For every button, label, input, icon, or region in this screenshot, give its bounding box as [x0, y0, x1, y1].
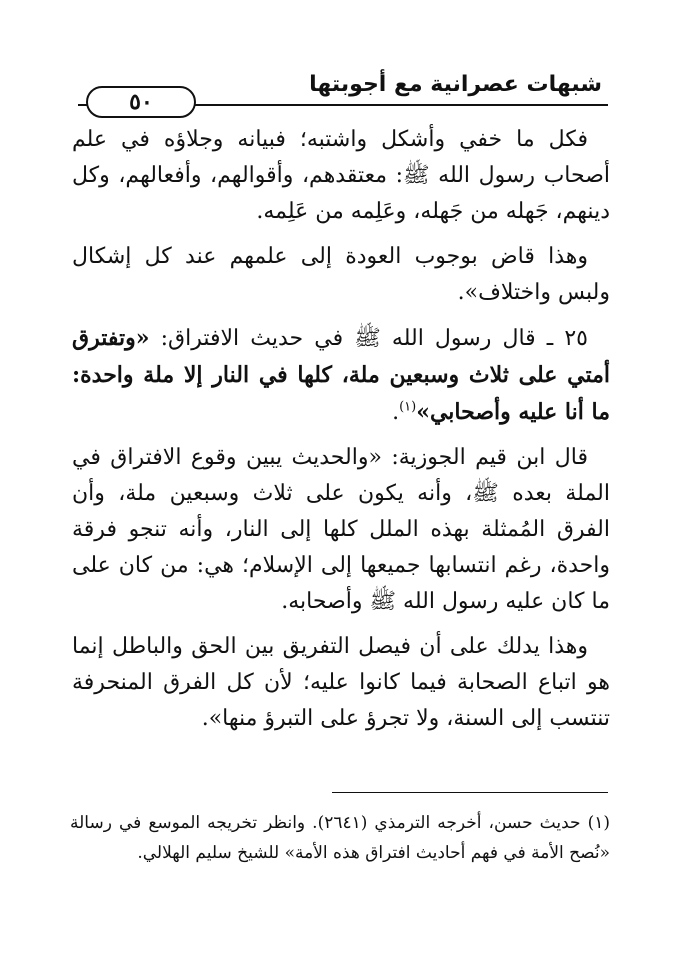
paragraph — [72, 239, 610, 311]
text-run: ٢٥ ـ قال رسول الله ﷺ في حديث الافتراق: — [149, 326, 588, 351]
footnote-marker[interactable]: (١) — [399, 399, 417, 415]
hadith-quote: «وتفترق أمتي على ثلاث وسبعين ملة، كلها في النار إلا ملة واحدة: ما أنا عليه وأصحابي» — [72, 325, 610, 425]
text-run: فكل ما خفي وأشكل واشتبه؛ فبيانه وجلاؤه في علم أصحاب رسول الله ﷺ: معتقدهم، وأقوالهم، وأفعالهم، وكل دينهم، جَهله من جَهله، وعَلِمه من عَلِمه. — [72, 127, 610, 224]
text-run: وهذا يدلك على أن فيصل التفريق بين الحق والباطل إنما هو اتباع الصحابة فيما كانوا عليه؛ لأن كل الفرق المنحرفة تنتسب إلى السنة، ولا تجرؤ على التبرؤ منها». — [72, 634, 610, 731]
paragraph — [72, 122, 610, 230]
text-run: قال ابن قيم الجوزية: «والحديث يبين وقوع الافتراق في الملة بعده ﷺ، وأنه يكون على ثلاث وسبعين ملة، وأن الفرق المُمثلة بهذه الملل كلها إلى النار، وأنه تنجو فرقة واحدة، رغم انتسابها جميعها إلى الإسلام؛ هي: من كان على ما كان عليه رسول الله ﷺ وأصحابه. — [72, 445, 610, 614]
paragraph — [72, 629, 610, 737]
text-run: وهذا قاض بوجوب العودة إلى علمهم عند كل إشكال ولبس واختلاف». — [72, 244, 610, 305]
text-run: . — [392, 400, 400, 425]
paragraph — [72, 320, 610, 431]
footnotes — [70, 808, 610, 868]
body-text — [72, 122, 610, 746]
footnote: (١) حديث حسن، أخرجه الترمذي (٢٦٤١). وانظر تخريجه الموسع في رسالة «نُصح الأمة في فهم أحاديث افتراق هذه الأمة» للشيخ سليم الهلالي. — [70, 813, 610, 863]
page-number-badge: ٥٠ — [86, 86, 196, 118]
running-header-title: شبهات عصرانية مع أجوبتها — [309, 72, 602, 97]
paragraph — [72, 440, 610, 620]
footnote-separator — [332, 792, 608, 793]
